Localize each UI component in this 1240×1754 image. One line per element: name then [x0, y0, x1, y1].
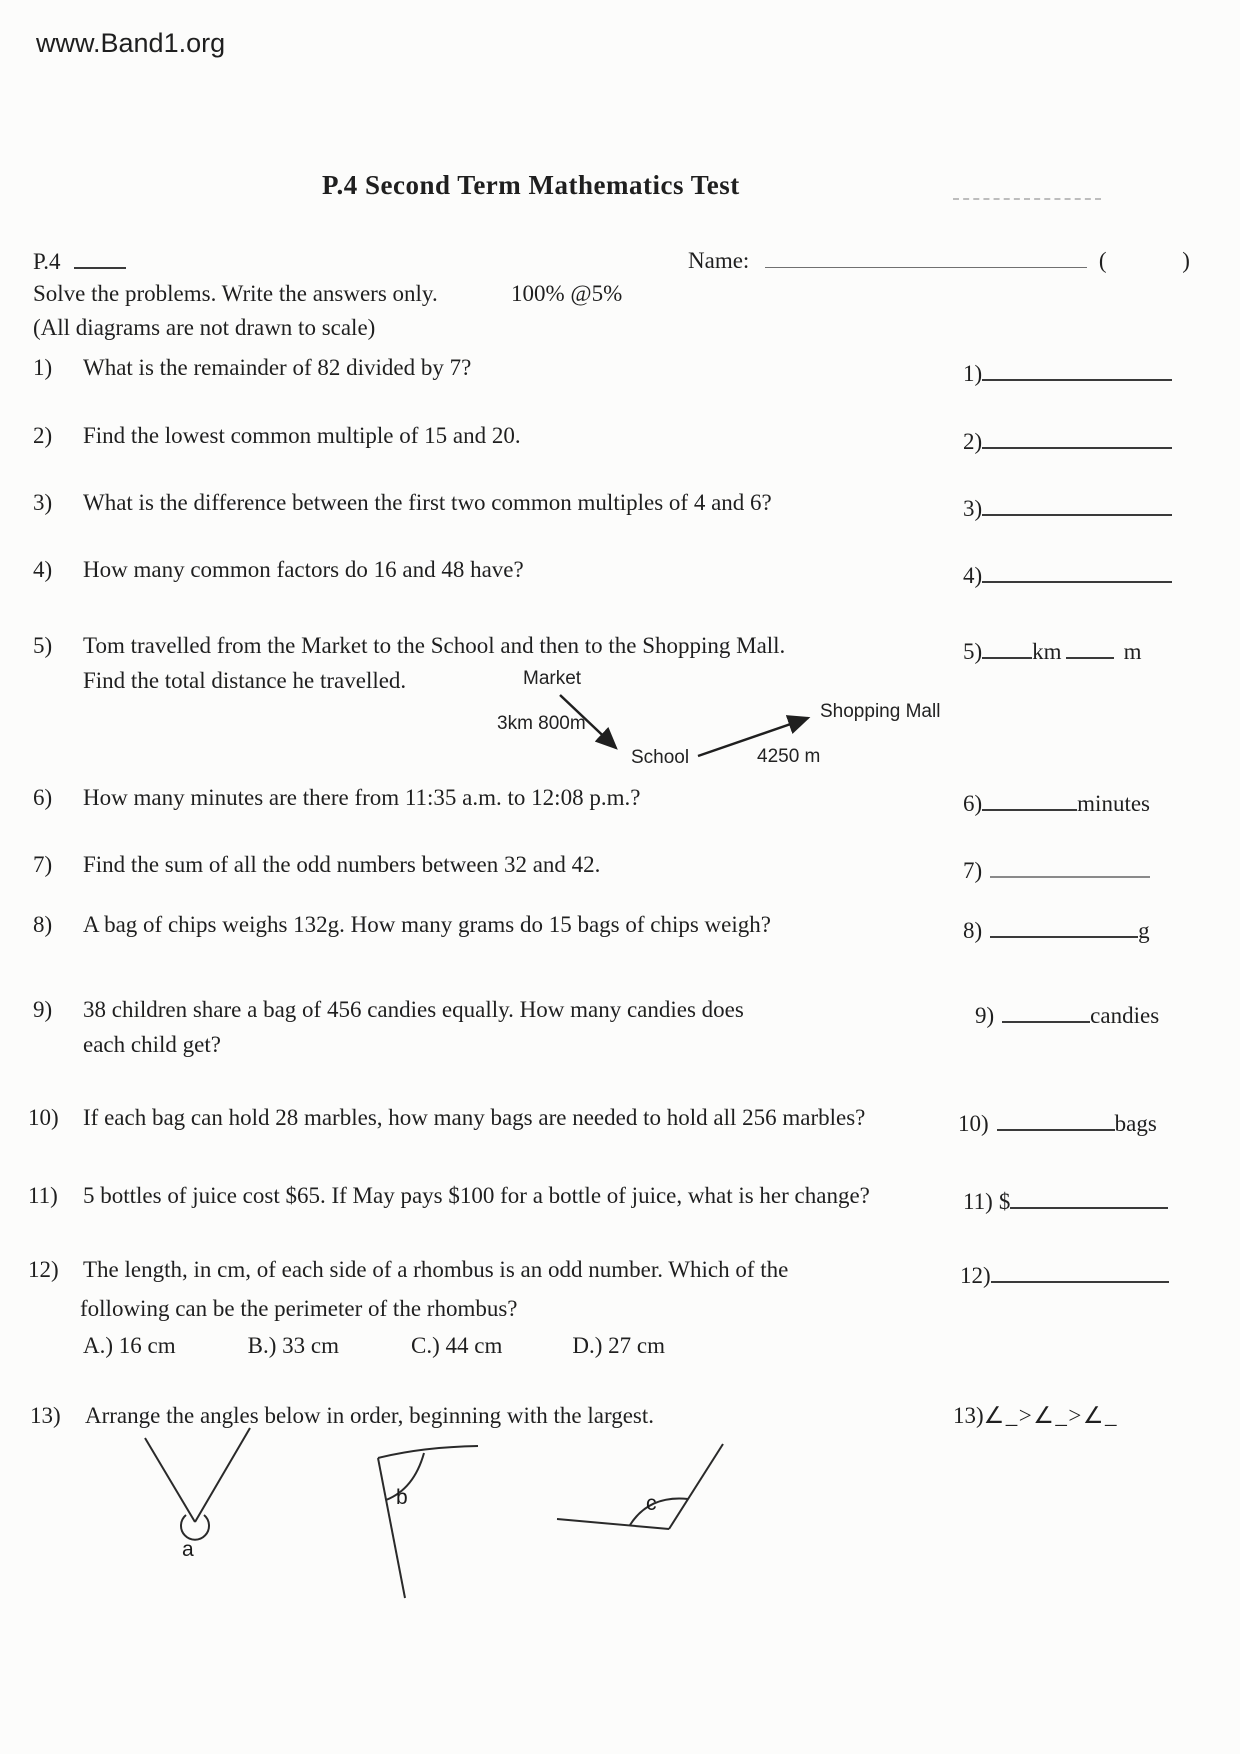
diagram-label-distance-1: 3km 800m — [497, 713, 586, 734]
answer-9 — [975, 997, 1159, 1030]
answer-2-blank — [982, 423, 1172, 449]
question-9-text-line2: each child get? — [83, 1032, 221, 1057]
question-7 — [33, 852, 600, 878]
option-b: B.) 33 cm — [247, 1333, 339, 1358]
question-10-number: 10) — [28, 1105, 59, 1130]
answer-6 — [963, 785, 1150, 818]
answer-12-blank — [991, 1257, 1169, 1283]
question-5-text-line2: Find the total distance he travelled. — [83, 668, 407, 693]
answer-11 — [963, 1183, 1168, 1216]
question-13-number: 13) — [30, 1403, 61, 1428]
answer-13 — [953, 1403, 1118, 1429]
answer-13-expression: ∠_>∠_>∠_ — [983, 1403, 1118, 1428]
watermark-url: www.Band1.org — [36, 28, 226, 58]
answer-5-number: 5) — [963, 639, 983, 665]
diagram-label-shopping-mall: Shopping Mall — [820, 701, 941, 722]
class-blank — [74, 243, 126, 269]
question-5-number: 5) — [33, 633, 53, 658]
answer-6-unit: minutes — [1077, 791, 1151, 817]
option-c: C.) 44 cm — [410, 1333, 503, 1358]
question-2-number: 2) — [33, 423, 53, 448]
answer-11-number: 11) — [963, 1189, 993, 1215]
question-6-number: 6) — [33, 785, 53, 810]
answer-8 — [963, 912, 1150, 945]
answer-5-blank-m — [1066, 633, 1114, 659]
answer-5 — [963, 633, 1141, 666]
question-3 — [33, 490, 772, 516]
question-12 — [28, 1257, 788, 1283]
arrow-market-to-school — [560, 695, 616, 748]
question-1-number: 1) — [33, 355, 53, 380]
answer-10 — [958, 1105, 1157, 1138]
angle-b-figure — [378, 1446, 478, 1598]
answer-10-number: 10) — [958, 1111, 989, 1137]
question-5-text: Tom travelled from the Market to the School and then to the Shopping Mall. — [83, 633, 786, 658]
answer-4-blank — [982, 557, 1172, 583]
answer-4 — [963, 557, 1172, 590]
answer-9-blank — [1002, 997, 1090, 1023]
instruction-line: Solve the problems. Write the answers only. — [33, 281, 438, 306]
option-d: D.) 27 cm — [572, 1333, 665, 1358]
angle-figures — [60, 1415, 780, 1615]
question-10 — [28, 1105, 865, 1131]
angle-c-label: c — [646, 1492, 657, 1515]
arrow-school-to-mall — [698, 718, 808, 756]
answer-3 — [963, 490, 1172, 523]
question-1 — [33, 355, 471, 381]
option-a: A.) 16 cm — [83, 1333, 176, 1358]
question-9-text: 38 children share a bag of 456 candies equally. How many candies does — [83, 997, 744, 1022]
question-11 — [28, 1183, 870, 1209]
question-9 — [33, 997, 744, 1023]
answer-13-number: 13) — [953, 1403, 984, 1428]
answer-12-number: 12) — [960, 1263, 991, 1289]
answer-11-currency: $ — [998, 1189, 1011, 1215]
question-11-text: 5 bottles of juice cost $65. If May pays $100 for a bottle of juice, what is her change? — [83, 1183, 870, 1208]
name-label: Name: — [688, 248, 750, 274]
question-1-text: What is the remainder of 82 divided by 7? — [83, 355, 472, 380]
angle-b-label: b — [396, 1486, 408, 1509]
question-8-text: A bag of chips weighs 132g. How many grams do 15 bags of chips weigh? — [83, 912, 771, 937]
answer-7 — [963, 852, 1150, 885]
question-12-number: 12) — [28, 1257, 59, 1282]
diagram-note: (All diagrams are not drawn to scale) — [33, 315, 376, 340]
question-6 — [33, 785, 640, 811]
question-12-options — [83, 1333, 665, 1359]
question-3-number: 3) — [33, 490, 53, 515]
name-field — [688, 243, 1190, 275]
question-7-text: Find the sum of all the odd numbers between 32 and 42. — [83, 852, 601, 877]
answer-10-blank — [997, 1105, 1115, 1131]
question-2-text: Find the lowest common multiple of 15 and 20. — [83, 423, 521, 448]
answer-1-blank — [982, 355, 1172, 381]
answer-8-number: 8) — [963, 918, 983, 944]
answer-5-blank-km — [982, 633, 1032, 659]
answer-6-number: 6) — [963, 791, 983, 817]
answer-1 — [963, 355, 1172, 388]
answer-9-number: 9) — [975, 1003, 995, 1029]
answer-11-blank — [1010, 1183, 1168, 1209]
answer-10-unit: bags — [1114, 1111, 1157, 1137]
answer-1-number: 1) — [963, 361, 983, 387]
question-11-number: 11) — [28, 1183, 58, 1208]
answer-12 — [960, 1257, 1169, 1290]
diagram-label-distance-2: 4250 m — [757, 746, 821, 767]
class-label: P.4 — [33, 249, 61, 275]
scan-artifact-dashes — [953, 198, 1101, 200]
route-diagram-arrows — [430, 655, 850, 770]
paren-open: ( — [1098, 248, 1107, 274]
answer-2 — [963, 423, 1172, 456]
answer-9-unit: candies — [1090, 1003, 1160, 1029]
question-12-text-line2: following can be the perimeter of the rhombus? — [80, 1296, 518, 1321]
answer-6-blank — [982, 785, 1077, 811]
answer-5-unit-km: km — [1032, 639, 1062, 665]
answer-7-number: 7) — [963, 858, 983, 884]
question-9-number: 9) — [33, 997, 53, 1022]
question-8-number: 8) — [33, 912, 53, 937]
question-4 — [33, 557, 524, 583]
answer-3-number: 3) — [963, 496, 983, 522]
page-title: P.4 Second Term Mathematics Test — [322, 170, 740, 200]
question-13-text: Arrange the angles below in order, beginning with the largest. — [85, 1403, 655, 1428]
question-3-text: What is the difference between the first two common multiples of 4 and 6? — [83, 490, 772, 515]
diagram-label-market: Market — [523, 668, 582, 689]
answer-3-blank — [982, 490, 1172, 516]
answer-7-blank — [990, 852, 1150, 878]
name-blank — [765, 243, 1087, 268]
question-8 — [33, 912, 771, 938]
answer-8-unit: g — [1138, 918, 1150, 944]
class-field — [33, 243, 126, 276]
question-10-text: If each bag can hold 28 marbles, how many bags are needed to hold all 256 marbles? — [83, 1105, 866, 1130]
marks-scheme: 100% @5% — [511, 281, 623, 306]
answer-4-number: 4) — [963, 563, 983, 589]
question-4-number: 4) — [33, 557, 53, 582]
answer-5-unit-m: m — [1123, 639, 1142, 665]
answer-8-blank — [990, 912, 1138, 938]
paren-close: ) — [1182, 248, 1190, 274]
angle-a-label: a — [182, 1538, 194, 1561]
question-4-text: How many common factors do 16 and 48 have? — [83, 557, 524, 582]
question-6-text: How many minutes are there from 11:35 a.m. to 12:08 p.m.? — [83, 785, 641, 810]
answer-2-number: 2) — [963, 429, 983, 455]
question-12-text: The length, in cm, of each side of a rhombus is an odd number. Which of the — [83, 1257, 789, 1282]
question-2 — [33, 423, 521, 449]
question-7-number: 7) — [33, 852, 53, 877]
angle-c-figure — [557, 1444, 723, 1529]
angle-a-figure — [145, 1428, 250, 1540]
diagram-label-school: School — [631, 747, 690, 768]
